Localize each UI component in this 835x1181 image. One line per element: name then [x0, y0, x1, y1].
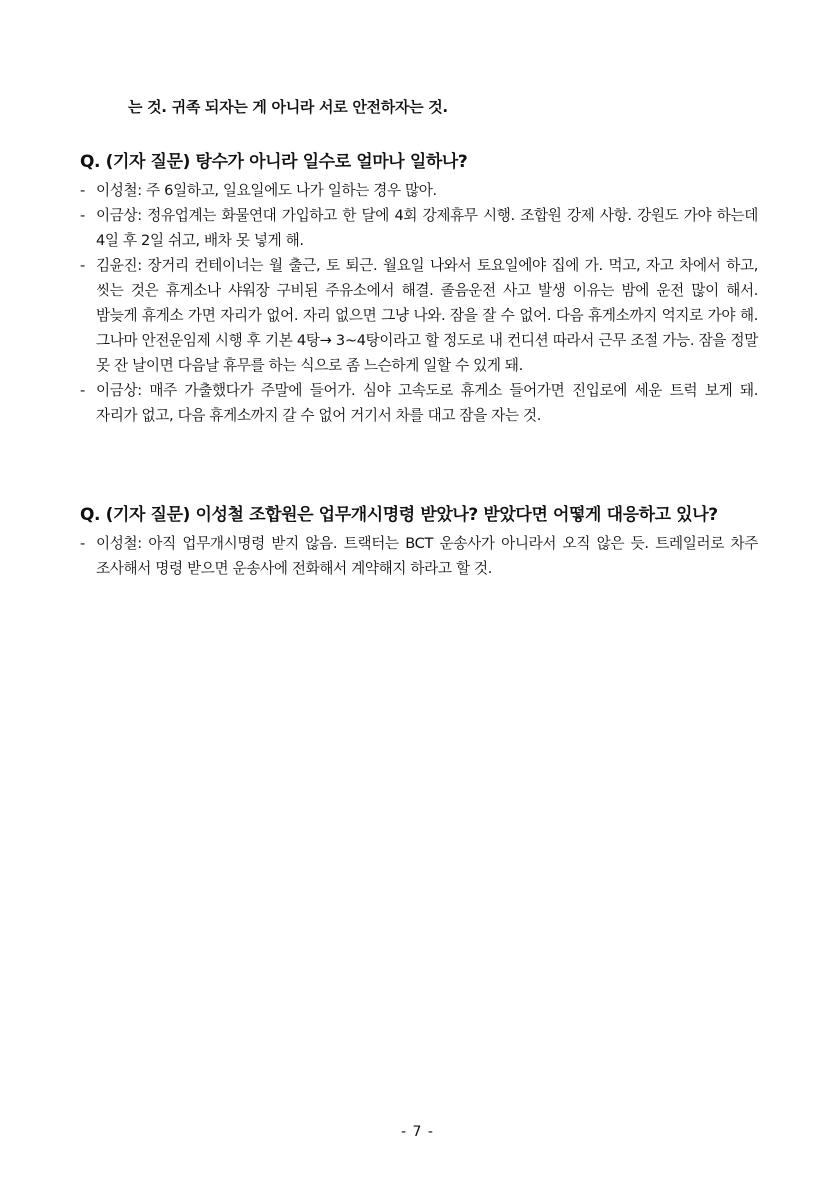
page-number: - 7 -: [401, 1124, 434, 1140]
continuation-line: 는 것. 귀족 되자는 게 아니라 서로 안전하자는 것.: [128, 98, 448, 116]
question-heading: Q. (기자 질문) 탕수가 아니라 일수로 얼마나 일하나?: [80, 152, 468, 172]
answer-item: [80, 378, 758, 428]
answer-text: 이성철: 주 6일하고, 일요일에도 나가 일하는 경우 많아.: [96, 182, 437, 199]
bullet-dash: -: [80, 207, 85, 224]
qa-section-1: [80, 150, 758, 428]
qa-section-2: [80, 503, 758, 581]
answer-item: [80, 253, 758, 378]
answer-item: [80, 203, 758, 253]
bullet-dash: -: [80, 535, 85, 552]
bullet-dash: -: [80, 182, 85, 199]
answer-text: 이성철: 아직 업무개시명령 받지 않음. 트랙터는 BCT 운송사가 아니라서 오직 않은 듯. 트레일러로 차주 조사해서 명령 받으면 운송사에 전화해서 계약해지 하라고 할 것.: [96, 535, 758, 577]
question-heading: Q. (기자 질문) 이성철 조합원은 업무개시명령 받았나? 받았다면 어떻게 대응하고 있나?: [80, 505, 718, 525]
bullet-dash: -: [80, 382, 85, 399]
answer-text: 이금상: 정유업계는 화물연대 가입하고 한 달에 4회 강제휴무 시행. 조합원 강제 사항. 강원도 가야 하는데 4일 후 2일 쉬고, 배차 못 넣게 해.: [96, 207, 758, 249]
answer-text: 이금상: 매주 가출했다가 주말에 들어가. 심야 고속도로 휴게소 들어가면 진입로에 세운 트럭 보게 돼. 자리가 없고, 다음 휴게소까지 갈 수 없어 거기서 차를 대고 잠을 자는 것.: [96, 382, 758, 424]
answer-item: [80, 531, 758, 581]
bullet-dash: -: [80, 257, 85, 274]
answer-text: 김윤진: 장거리 컨테이너는 월 출근, 토 퇴근. 월요일 나와서 토요일에야 집에 가. 먹고, 자고 차에서 하고, 씻는 것은 휴게소나 샤워장 구비된 주유소에서 해결. 졸음운전 사고 발생 이유는 밤에 운전 많이 해서. 밤늦게 휴게소 가면 자리가 없어. 자리 없으면 그냥 나와. 잠을 잘 수 없어. 다음 휴게소까지 억지로 가야 해. 그나마 안전운임제 시행 후 기본 4탕→ 3~4탕이라고 할 정도로 내 컨디션 따라서 근무 조절 가능. 잠을 정말 못 잔 날이면 다음날 휴무를 하는 식으로 좀 느슨하게 일할 수 있게 돼.: [96, 257, 758, 374]
answer-item: [80, 178, 758, 203]
